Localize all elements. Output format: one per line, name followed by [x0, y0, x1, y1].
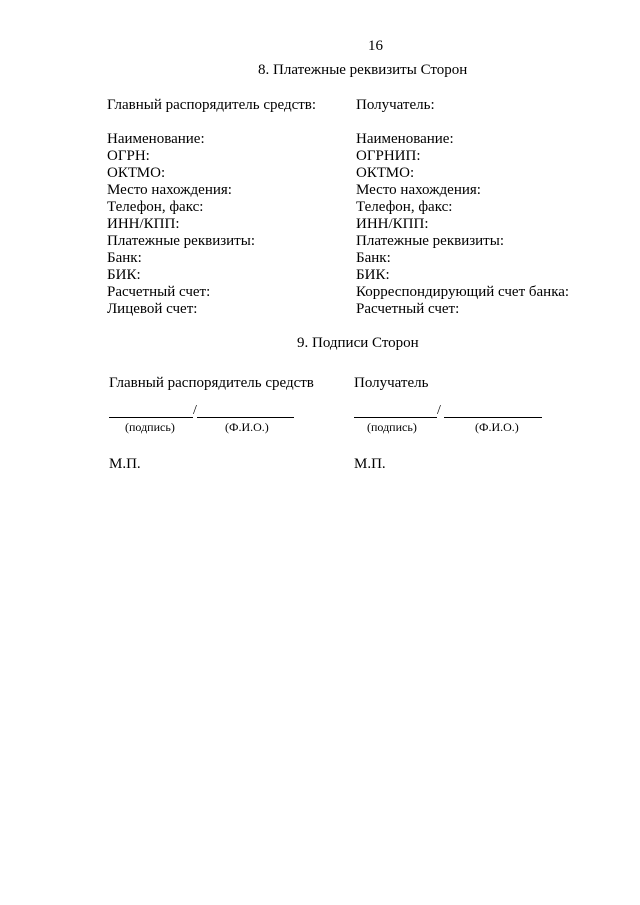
payer-field-location: Место нахождения:	[107, 182, 232, 198]
recipient-field-location: Место нахождения:	[356, 182, 481, 198]
payer-field-bank: Банк:	[107, 250, 142, 266]
recipient-signature-slash: /	[437, 403, 441, 418]
payer-stamp-place: М.П.	[109, 456, 141, 472]
recipient-field-oktmo: ОКТМО:	[356, 165, 415, 181]
recipient-signature-title: Получатель	[354, 375, 429, 391]
recipient-details-column	[356, 97, 569, 318]
recipient-field-name: Наименование:	[356, 131, 454, 147]
recipient-signature-caption: (подпись)	[367, 420, 417, 434]
recipient-name-blank	[444, 404, 542, 418]
recipient-field-correspondent-account: Корреспондирующий счет банка:	[356, 284, 570, 300]
payer-details-column	[107, 97, 316, 318]
payer-signature-blank	[109, 404, 193, 418]
recipient-field-inn-kpp: ИНН/КПП:	[356, 216, 429, 232]
payer-field-ogrn: ОГРН:	[107, 148, 150, 164]
payer-signature-title: Главный распорядитель средств	[109, 375, 314, 391]
payer-signature-caption: (подпись)	[125, 420, 175, 434]
payer-field-phone-fax: Телефон, факс:	[107, 199, 204, 215]
page-number: 16	[368, 38, 383, 54]
recipient-field-phone-fax: Телефон, факс:	[356, 199, 453, 215]
payer-signature-slash: /	[193, 403, 197, 418]
recipient-name-caption: (Ф.И.О.)	[475, 420, 519, 434]
section-8-heading: 8. Платежные реквизиты Сторон	[258, 62, 468, 78]
payer-field-payment-details: Платежные реквизиты:	[107, 233, 255, 249]
recipient-field-settlement-account: Расчетный счет:	[356, 301, 460, 317]
section-9-heading: 9. Подписи Сторон	[297, 335, 419, 351]
payer-field-bik: БИК:	[107, 267, 141, 283]
payer-field-inn-kpp: ИНН/КПП:	[107, 216, 180, 232]
recipient-signature-line	[354, 402, 542, 416]
payer-signature-line	[109, 402, 294, 416]
recipient-stamp-place: М.П.	[354, 456, 386, 472]
payer-field-oktmo: ОКТМО:	[107, 165, 166, 181]
payer-name-blank	[197, 404, 294, 418]
recipient-title: Получатель:	[356, 97, 435, 113]
payer-field-name: Наименование:	[107, 131, 205, 147]
payer-name-caption: (Ф.И.О.)	[225, 420, 269, 434]
recipient-field-bank: Банк:	[356, 250, 391, 266]
recipient-signature-blank	[354, 404, 437, 418]
recipient-field-ogrnip: ОГРНИП:	[356, 148, 421, 164]
payer-field-personal-account: Лицевой счет:	[107, 301, 198, 317]
recipient-field-payment-details: Платежные реквизиты:	[356, 233, 504, 249]
payer-field-settlement-account: Расчетный счет:	[107, 284, 211, 300]
recipient-field-bik: БИК:	[356, 267, 390, 283]
payer-title: Главный распорядитель средств:	[107, 97, 317, 113]
